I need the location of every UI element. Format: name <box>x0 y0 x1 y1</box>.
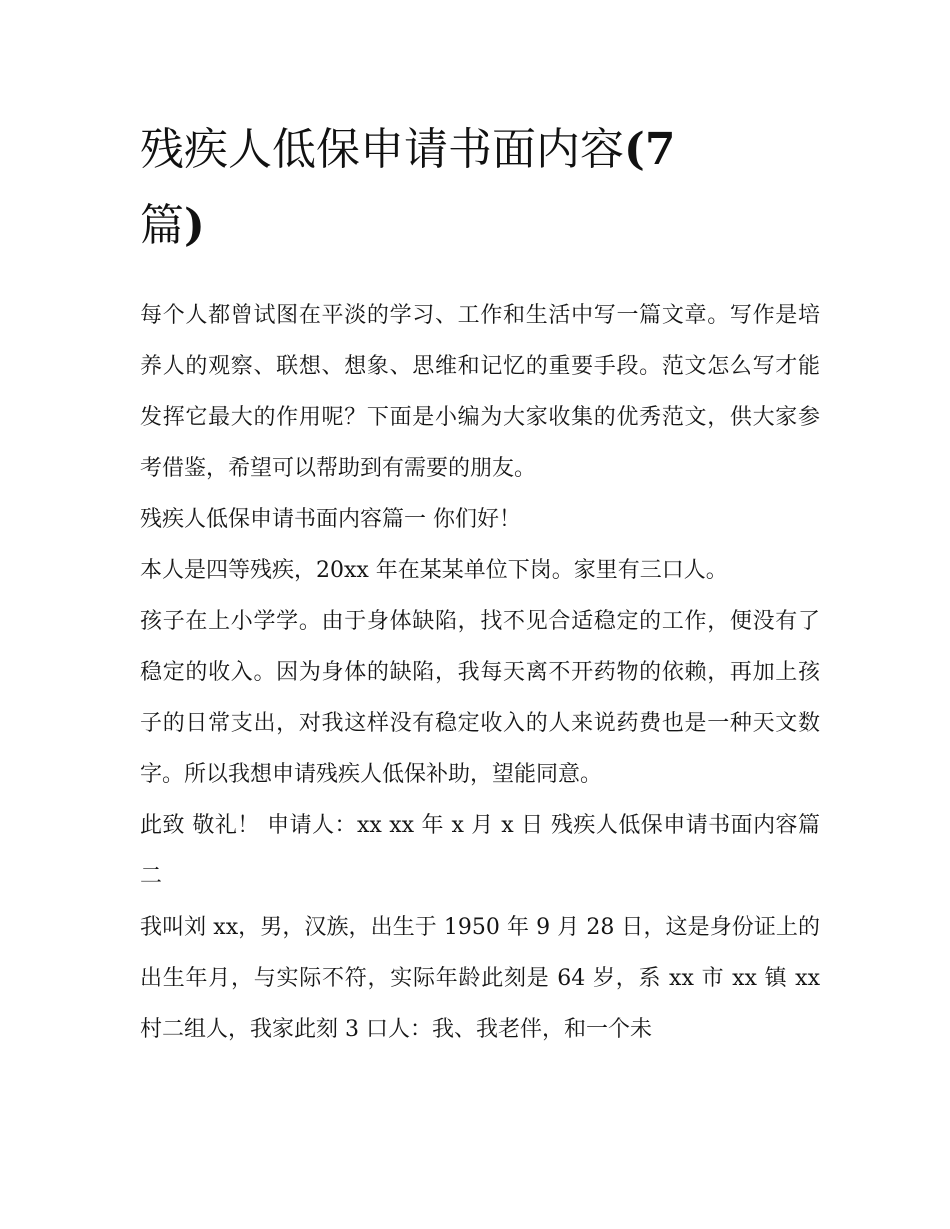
body-paragraph: 我叫刘 xx，男，汉族，出生于 1950 年 9 月 28 日，这是身份证上的出生年月，与实际不符，实际年龄此刻是 64 岁，系 xx 市 xx 镇 xx 村二组人，我家此刻 3 口人：我、我老伴，和一个未 <box>140 915 820 1042</box>
title-suffix: (7 <box>624 124 676 175</box>
title-main: 残疾人低保申请书面内容 <box>140 124 624 175</box>
title-close: ) <box>184 200 205 251</box>
title-line2: 篇 <box>140 200 184 251</box>
closing-and-section-two-heading: 此致 敬礼！ 申请人：xx xx 年 x 月 x 日 残疾人低保申请书面内容篇二 <box>140 813 820 889</box>
document-title <box>140 112 820 264</box>
document-body <box>140 290 820 1055</box>
intro-paragraph: 每个人都曾试图在平淡的学习、工作和生活中写一篇文章。写作是培养人的观察、联想、想象、思维和记忆的重要手段。范文怎么写才能发挥它最大的作用呢？下面是小编为大家收集的优秀范文，供大家参考借鉴，希望可以帮助到有需要的朋友。 <box>140 303 820 481</box>
section-one-heading: 残疾人低保申请书面内容篇一 你们好！ <box>140 507 521 532</box>
document-content <box>140 112 820 1055</box>
body-paragraph: 本人是四等残疾，20xx 年在某某单位下岗。家里有三口人。 <box>140 558 728 583</box>
body-paragraph: 孩子在上小学学。由于身体缺陷，找不见合适稳定的工作，便没有了稳定的收入。因为身体的缺陷，我每天离不开药物的依赖，再加上孩子的日常支出，对我这样没有稳定收入的人来说药费也是一种天文数字。所以我想申请残疾人低保补助，望能同意。 <box>140 609 820 787</box>
